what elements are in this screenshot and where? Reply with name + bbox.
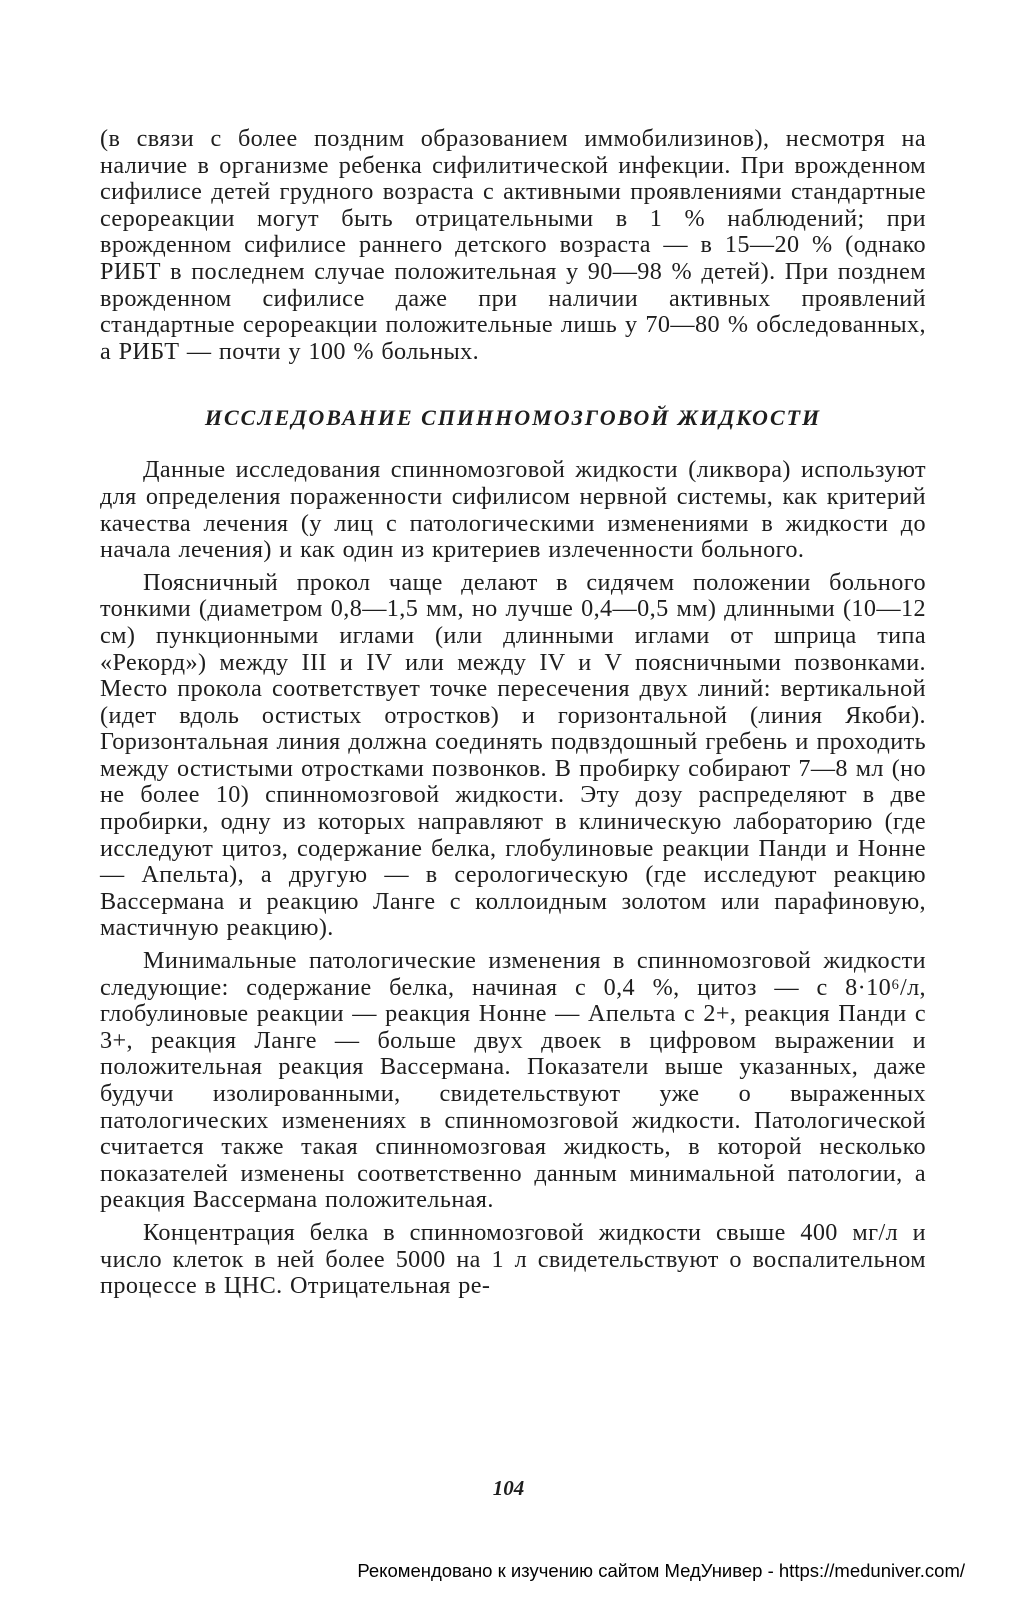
page-body xyxy=(100,126,926,1300)
paragraph-csf-purpose: Данные исследования спинномозговой жидкости (ликвора) используют для определения пораженности сифилисом нервной системы, как критерий качества лечения (у лиц с патологическими изменениями в жидкости до начала лечения) и как один из критериев излеченности больного. xyxy=(100,456,926,564)
page-number: 104 xyxy=(492,1476,525,1500)
section-heading: ИССЛЕДОВАНИЕ СПИННОМОЗГОВОЙ ЖИДКОСТИ xyxy=(204,405,822,431)
paragraph-continuation: (в связи с более поздним образованием иммобилизинов), несмотря на наличие в организме ребенка сифилитической инфекции. При врожденном сифилисе детей грудного возраста с активными проявлениями стандартные серореакции могут быть отрицательными в 1 % наблюдений; при врожденном сифилисе раннего детского возраста — в 15—20 % (однако РИБТ в последнем случае положительная у 90—98 % детей). При позднем врожденном сифилисе даже при наличии активных проявлений стандартные серореакции положительные лишь у 70—80 % обследованных, а РИБТ — почти у 100 % больных. xyxy=(100,125,926,365)
paragraph-protein-concentration: Концентрация белка в спинномозговой жидкости свыше 400 мг/л и число клеток в ней более 5000 на 1 л свидетельствуют о воспалительном процессе в ЦНС. Отрицательная ре- xyxy=(100,1218,926,1300)
paragraph-minimal-changes: Минимальные патологические изменения в спинномозговой жидкости следующие: содержание белка, начиная с 0,4 %, цитоз — с 8·10⁶/л, глобулиновые реакции — реакция Нонне — Апельта с 2+, реакция Панди с 3+, реакция Ланге — больше двух двоек в цифровом выражении и положительная реакция Вассермана. Показатели выше указанных, даже будучи изолированными, свидетельствуют уже о выраженных патологических изменениях в спинномозговой жидкости. Патологической считается также такая спинномозговая жидкость, в которой несколько показателей изменены соответственно данным минимальной патологии, а реакция Вассермана положительная. xyxy=(100,947,926,1214)
paragraph-lumbar-puncture: Поясничный прокол чаще делают в сидячем положении больного тонкими (диаметром 0,8—1,5 мм, но лучше 0,4—0,5 мм) длинными (10—12 см) пункционными иглами (или длинными иглами от шприца типа «Рекорд») между III и IV или между IV и V поясничными позвонками. Место прокола соответствует точке пересечения двух линий: вертикальной (идет вдоль остистых отростков) и горизонтальной (линия Якоби). Горизонтальная линия должна соединять подвздошный гребень и проходить между остистыми отростками позвонков. В пробирку собирают 7—8 мл (но не более 10) спинномозговой жидкости. Эту дозу распределяют в две пробирки, одну из которых направляют в клиническую лабораторию (где исследуют цитоз, содержание белка, глобулиновые реакции Панди и Нонне — Апельта), а другую — в серологическую (где исследуют реакцию Вассермана и реакцию Ланге с коллоидным золотом или парафиновую, мастичную реакцию). xyxy=(100,568,926,942)
watermark-text: Рекомендовано к изучению сайтом МедУнивер - https://meduniver.com/ xyxy=(357,1560,965,1581)
